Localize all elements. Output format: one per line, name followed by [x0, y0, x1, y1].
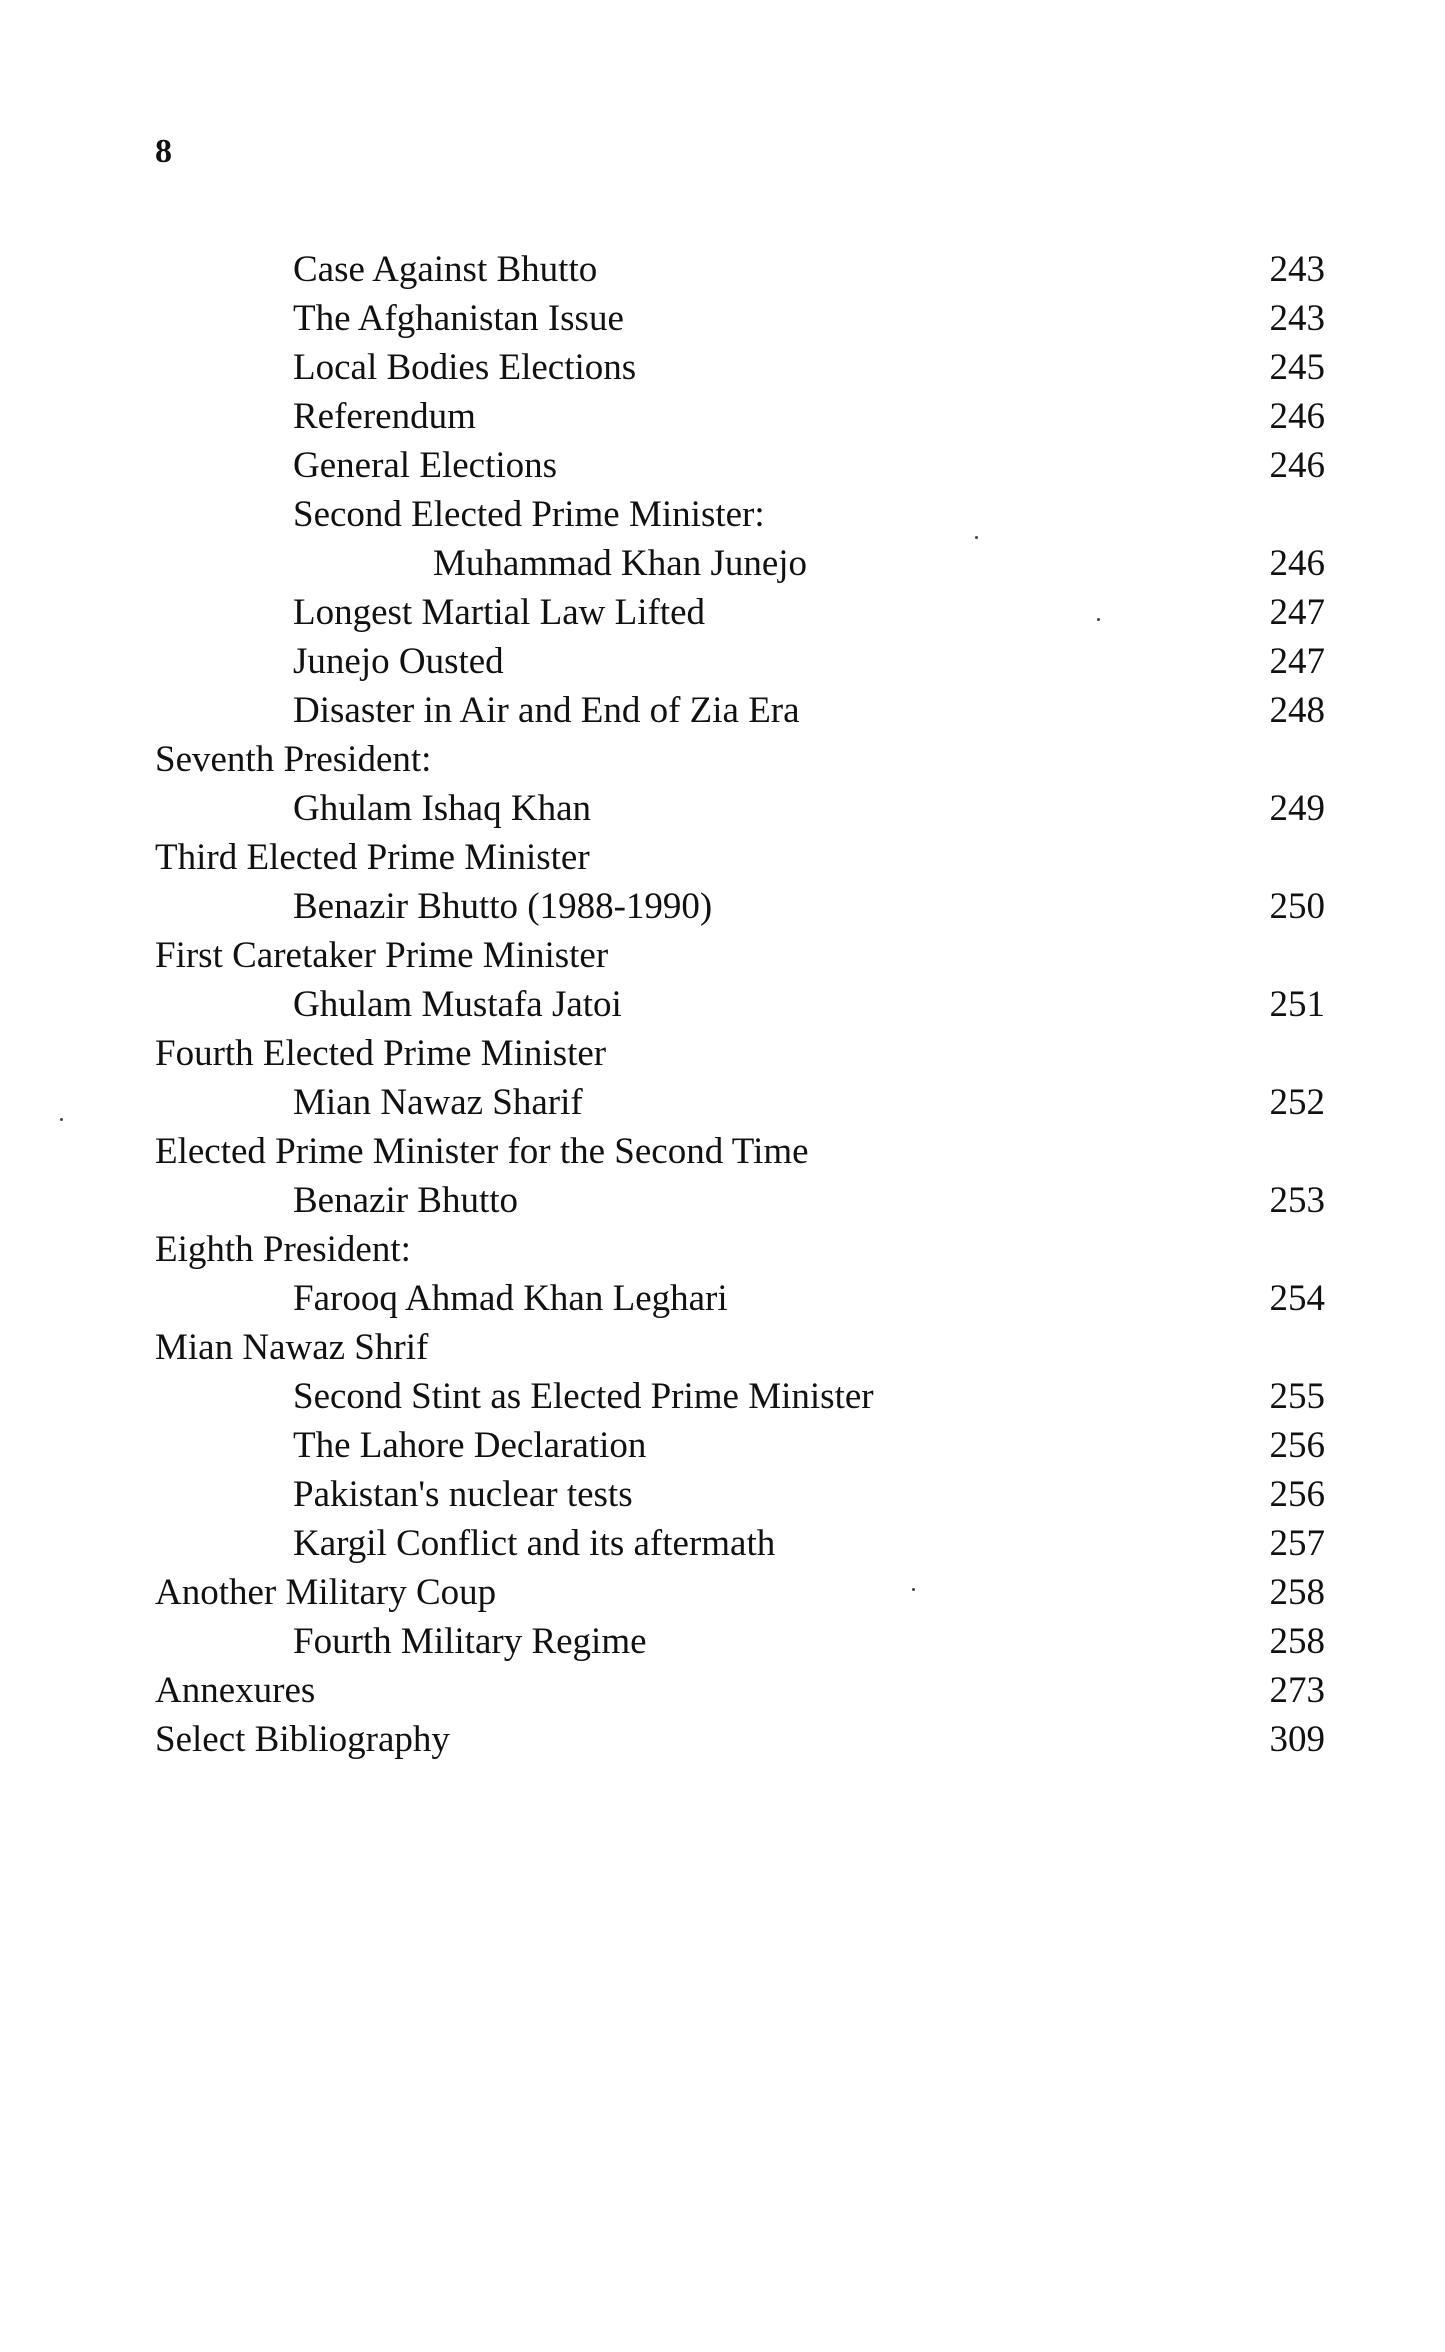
toc-entry-page: 243	[1269, 298, 1325, 339]
toc-entry	[155, 637, 1325, 686]
toc-entry-page: 246	[1269, 445, 1325, 486]
toc-entry-page: 243	[1269, 249, 1325, 290]
toc-entry	[155, 245, 1325, 294]
toc-entry	[155, 1225, 1325, 1274]
toc-entry-title: Eighth President:	[155, 1229, 411, 1270]
toc-entry-title: The Lahore Declaration	[293, 1425, 647, 1466]
toc-entry-page: 258	[1269, 1621, 1325, 1662]
toc-entry	[155, 1715, 1325, 1764]
scan-speck	[975, 536, 978, 539]
toc-entry-title: Farooq Ahmad Khan Leghari	[293, 1278, 728, 1319]
toc-entry-title: Select Bibliography	[155, 1719, 450, 1760]
toc-entry-page: 245	[1269, 347, 1325, 388]
toc-entry	[155, 1372, 1325, 1421]
toc-entry-title: Fourth Military Regime	[293, 1621, 647, 1662]
toc-entry-title: Seventh President:	[155, 739, 432, 780]
toc-entry-page: 253	[1269, 1180, 1325, 1221]
toc-entry-page: 246	[1269, 543, 1325, 584]
toc-entry-title: Ghulam Ishaq Khan	[293, 788, 591, 829]
toc-entry	[155, 980, 1325, 1029]
toc-entry	[155, 1323, 1325, 1372]
toc-entry	[155, 1176, 1325, 1225]
toc-entry	[155, 441, 1325, 490]
toc-entry	[155, 1470, 1325, 1519]
toc-entry	[155, 1666, 1325, 1715]
toc-entry-page: 309	[1269, 1719, 1325, 1760]
toc-entry	[155, 735, 1325, 784]
toc-entry-title: First Caretaker Prime Minister	[155, 935, 609, 976]
scan-speck	[1097, 618, 1100, 621]
toc-entry-page: 255	[1269, 1376, 1325, 1417]
toc-entry	[155, 294, 1325, 343]
toc-entry	[155, 1078, 1325, 1127]
toc-entry-page: 273	[1269, 1670, 1325, 1711]
toc-entry	[155, 784, 1325, 833]
toc-entry-title: Benazir Bhutto	[293, 1180, 519, 1221]
toc-entry	[155, 1274, 1325, 1323]
toc-entry-page: 252	[1269, 1082, 1325, 1123]
toc-entry-page: 258	[1269, 1572, 1325, 1613]
scan-speck	[60, 1118, 63, 1121]
toc-entry	[155, 1421, 1325, 1470]
toc-entry-page: 257	[1269, 1523, 1325, 1564]
toc-entry-title: Fourth Elected Prime Minister	[155, 1033, 607, 1074]
toc-entry	[155, 931, 1325, 980]
toc-entry-title: Benazir Bhutto (1988-1990)	[293, 886, 713, 927]
toc-entry-title: Disaster in Air and End of Zia Era	[293, 690, 800, 731]
toc-entry-title: Another Military Coup	[155, 1572, 497, 1613]
toc-entry	[155, 1568, 1325, 1617]
toc-entry-title: Ghulam Mustafa Jatoi	[293, 984, 622, 1025]
toc-entry-page: 251	[1269, 984, 1325, 1025]
toc-entry-title: Muhammad Khan Junejo	[433, 543, 808, 584]
toc-entry-title: Annexures	[155, 1670, 316, 1711]
toc-entry-title: Mian Nawaz Sharif	[293, 1082, 583, 1123]
toc-entry-title: The Afghanistan Issue	[293, 298, 624, 339]
toc-entry-page: 248	[1269, 690, 1325, 731]
toc-entry-title: Second Elected Prime Minister:	[293, 494, 765, 535]
table-of-contents	[155, 245, 1325, 1764]
toc-entry-title: Mian Nawaz Shrif	[155, 1327, 429, 1368]
page-number: 8	[155, 133, 172, 170]
toc-entry-title: Longest Martial Law Lifted	[293, 592, 706, 633]
toc-entry	[155, 1029, 1325, 1078]
toc-entry-page: 246	[1269, 396, 1325, 437]
toc-entry-title: Local Bodies Elections	[293, 347, 637, 388]
toc-entry-page: 256	[1269, 1425, 1325, 1466]
toc-entry-page: 256	[1269, 1474, 1325, 1515]
toc-entry	[155, 343, 1325, 392]
toc-entry-page: 247	[1269, 641, 1325, 682]
toc-entry-page: 249	[1269, 788, 1325, 829]
toc-entry-title: Junejo Ousted	[293, 641, 504, 682]
toc-entry-title: Pakistan's nuclear tests	[293, 1474, 633, 1515]
toc-entry-page: 250	[1269, 886, 1325, 927]
toc-entry	[155, 1519, 1325, 1568]
toc-entry	[155, 833, 1325, 882]
toc-entry	[155, 490, 1325, 539]
toc-entry	[155, 588, 1325, 637]
toc-entry	[155, 1617, 1325, 1666]
toc-entry-page: 247	[1269, 592, 1325, 633]
toc-entry	[155, 539, 1325, 588]
toc-entry	[155, 686, 1325, 735]
toc-entry-title: Kargil Conflict and its aftermath	[293, 1523, 776, 1564]
toc-entry-title: Third Elected Prime Minister	[155, 837, 590, 878]
toc-entry-title: Elected Prime Minister for the Second Time	[155, 1131, 809, 1172]
toc-entry	[155, 1127, 1325, 1176]
toc-entry-title: Referendum	[293, 396, 476, 437]
toc-entry-title: General Elections	[293, 445, 558, 486]
toc-entry-title: Case Against Bhutto	[293, 249, 598, 290]
toc-entry	[155, 392, 1325, 441]
toc-entry-title: Second Stint as Elected Prime Minister	[293, 1376, 874, 1417]
scan-speck	[912, 1588, 915, 1591]
toc-entry	[155, 882, 1325, 931]
toc-entry-page: 254	[1269, 1278, 1325, 1319]
